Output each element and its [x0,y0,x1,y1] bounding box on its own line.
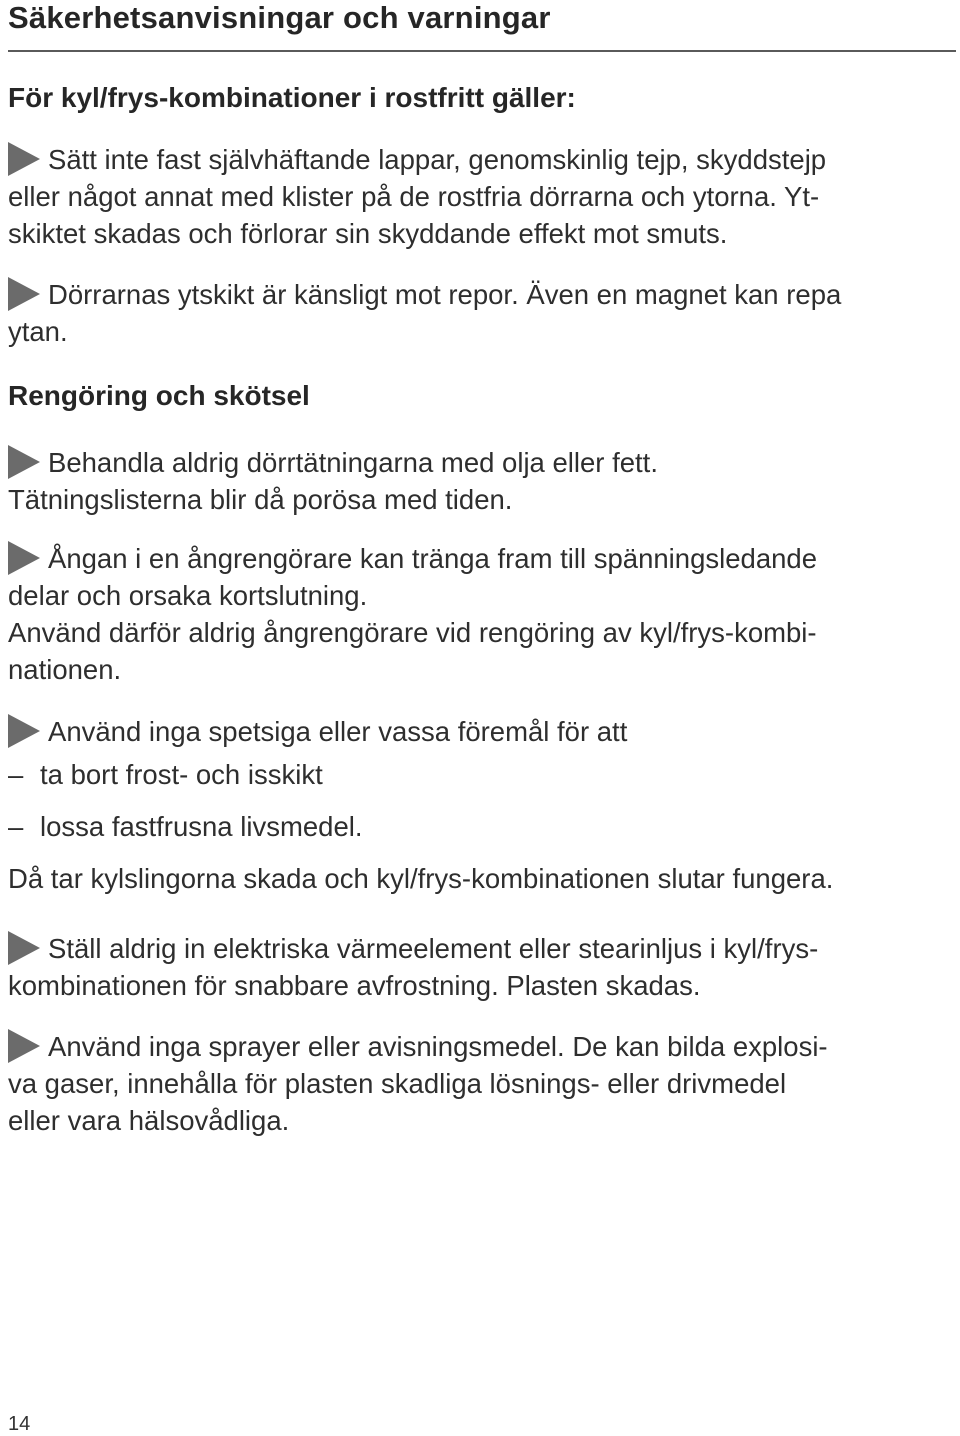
warning-scratches-line-2: ytan. [8,316,68,347]
warning-seals-line-2: Tätningslisterna blir då porösa med tiden. [8,484,513,515]
warning-triangle-icon [8,142,40,176]
page-title: Säkerhetsanvisningar och varningar [8,0,551,35]
warning-heaters-line-1: Ställ aldrig in elektriska värmeelement eller stearinljus i kyl/frys- [48,933,819,964]
warning-triangle-icon [8,1029,40,1063]
warning-triangle-icon [8,541,40,575]
warning-sprays-line-2: va gaser, innehålla för plasten skadliga lösnings- eller drivmedel [8,1068,787,1099]
warning-heaters [8,930,958,1004]
warning-stickers-line-2: eller något annat med klister på de rostfria dörrarna och ytorna. Yt- [8,181,820,212]
warning-stickers-line-1: Sätt inte fast självhäftande lappar, genomskinlig tejp, skyddstejp [48,144,827,175]
warning-steam-line-3: Använd därför aldrig ångrengörare vid rengöring av kyl/frys-kombi- [8,617,817,648]
page-number: 14 [8,1413,31,1435]
warning-sharp-consequence: Då tar kylslingorna skada och kyl/frys-kombinationen slutar fungera. [8,863,834,894]
warning-seals-line-1: Behandla aldrig dörrtätningarna med olja eller fett. [48,447,658,478]
warning-heaters-line-2: kombinationen för snabbare avfrostning. Plasten skadas. [8,970,701,1001]
warning-steam-line-4: nationen. [8,654,122,685]
warning-steam-cleaner [8,540,958,688]
warning-stickers [8,141,958,252]
warning-sharp-intro: Använd inga spetsiga eller vassa föremål för att [48,716,628,747]
warning-sprays [8,1028,958,1139]
dash-bullet: – [8,759,24,790]
dash-bullet: – [8,811,24,842]
warning-triangle-icon [8,445,40,479]
warning-seals [8,444,958,518]
list-item-text: ta bort frost- och isskikt [40,759,323,790]
warning-steam-line-1: Ångan i en ångrengörare kan tränga fram till spänningsledande [48,543,817,574]
list-item-text: lossa fastfrusna livsmedel. [40,811,363,842]
warning-triangle-icon [8,277,40,311]
warning-scratches-line-1: Dörrarnas ytskikt är känsligt mot repor. Även en magnet kan repa [48,279,842,310]
warning-triangle-icon [8,931,40,965]
list-item [8,808,363,845]
list-item [8,756,323,793]
warning-steam-line-2: delar och orsaka kortslutning. [8,580,368,611]
section-heading-stainless: För kyl/frys-kombinationer i rostfritt gäller: [8,82,576,113]
section-heading-cleaning: Rengöring och skötsel [8,380,310,411]
warning-sharp-objects [8,713,958,750]
warning-scratches [8,276,958,350]
warning-sprays-line-1: Använd inga sprayer eller avisningsmedel. De kan bilda explosi- [48,1031,828,1062]
warning-sprays-line-3: eller vara hälsovådliga. [8,1105,290,1136]
warning-triangle-icon [8,714,40,748]
title-divider [8,50,956,52]
warning-stickers-line-3: skiktet skadas och förlorar sin skyddande effekt mot smuts. [8,218,728,249]
